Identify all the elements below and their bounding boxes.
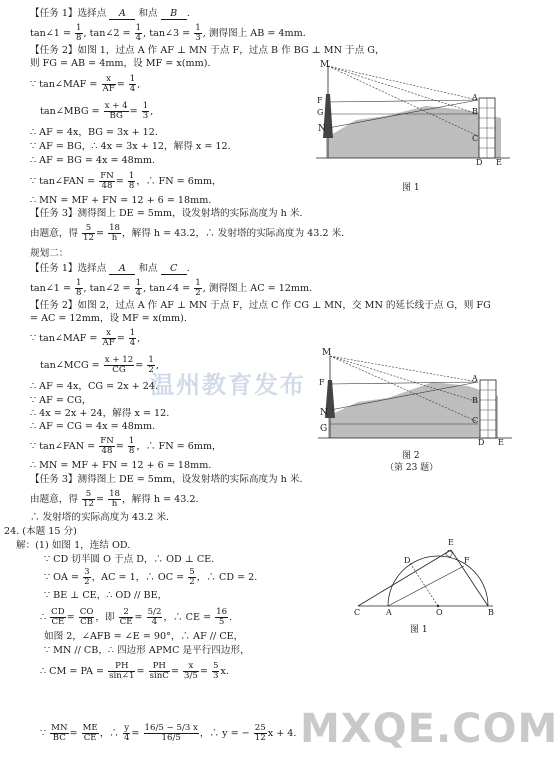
p2-l12: ∴ MN = MF + FN = 12 + 6 = 18mm.	[30, 460, 212, 471]
p1-tan-fan: ∵ tan∠FAN = $\frac{FN}{48}$ = $\frac{1}{8}$ ，∴ FN = 6mm，	[30, 171, 222, 191]
hill-shape-2	[328, 382, 498, 438]
p1-result: 由题意，得 $\frac{5}{12}$ = $\frac{18}{h}$ ，解得 h = 43.2，∴ 发射塔的实际高度为 43.2 米.	[30, 223, 345, 243]
q24-l7: ∵ MN // CB，∴ 四边形 APMC 是平行四边形，	[44, 645, 250, 656]
figure-2-diagram	[318, 352, 512, 444]
figure-1-tower: M F G N A B C D E	[316, 58, 510, 170]
p1-task1: 【任务 1】选择点 A 和点 B .	[30, 8, 190, 19]
q24-l3: ∵ OA = $\frac{3}{2}$ ，AC = 1，∴ OC = $\frac{5}{2}$ ，∴ CD = 2.	[44, 567, 258, 587]
question-23-caption: （第 23 题）	[385, 463, 439, 473]
p2-l7: ∴ AF = 4x，CG = 2x + 24.	[30, 381, 159, 392]
q24-l9: ∵ $\frac{MN}{BC}$ = $\frac{ME}{CE}$ ，∴ $\frac{y}{4}$ = $\frac{16/5 - 5/3 x}{16/5}$ ，∴ y = − $\frac{25}{12}$ x + 4.	[40, 723, 297, 743]
q24-l4: ∵ BE ⊥ CE，∴ OD // BE，	[44, 590, 168, 601]
p2-tan-fan: ∵ tan∠FAN = $\frac{FN}{48}$ = $\frac{1}{8}$ ，∴ FN = 6mm，	[30, 436, 222, 456]
p2-result: 由题意，得 $\frac{5}{12}$ = $\frac{18}{h}$ ，解得 h = 43.2.	[30, 489, 199, 509]
p2-task3: 【任务 3】测得图上 DE = 5mm，设发射塔的实际高度为 h 米.	[30, 474, 303, 485]
watermark-text: 温州教育发布	[150, 371, 306, 399]
p1-l9: ∴ AF = BG = 4x = 48mm.	[30, 155, 156, 166]
figure-3-diagram	[348, 536, 508, 616]
p2-tan-values: tan∠1 = $\frac{1}{8}$ , tan∠2 = $\frac{1}{4}$ , tan∠4 = $\frac{1}{2}$ , 测得图上 AC = 12mm.	[30, 278, 313, 298]
p2-task2-b: = AC = 12mm，设 MF = x(mm).	[30, 313, 187, 324]
watermark-logo: MXQE.COM	[300, 706, 558, 752]
p2-heading: 规划二：	[30, 248, 69, 259]
p1-task3: 【任务 3】测得图上 DE = 5mm，设发射塔的实际高度为 h 米.	[30, 208, 303, 219]
p2-l8: ∵ AF = CG，	[30, 395, 92, 406]
p1-l11: ∴ MN = MF + FN = 12 + 6 = 18mm.	[30, 195, 212, 206]
p1-tan-values: tan∠1 = $\frac{1}{8}$ , tan∠2 = $\frac{1}{4}$ , tan∠3 = $\frac{1}{3}$ , 测得图上 AB = 4mm.	[30, 23, 306, 43]
p1-tan-mbg: tan∠MBG = $\frac{x + 4}{BG}$ = $\frac{1}{3}$ ,	[40, 101, 154, 121]
p2-l15: ∴ 发射塔的实际高度为 43.2 米.	[30, 512, 170, 523]
q24-l6: 如图 2，∠AFB = ∠E = 90°，∴ AF // CE，	[44, 631, 244, 642]
p2-task1: 【任务 1】选择点 A 和点 C .	[30, 263, 190, 274]
p2-l10: ∴ AF = CG = 4x = 48mm.	[30, 421, 156, 432]
semicircle	[388, 556, 488, 606]
q24-l1: 解：(1) 如图 1，连结 OD.	[16, 540, 131, 551]
q24-l8: ∴ CM = PA = $\frac{PH}{\sin\angle 1}$ = $\frac{PH}{\sin C}$ = $\frac{x}{3/5}$ = $\frac{5}{3}$ x.	[40, 661, 229, 681]
p2-task2: 【任务 2】如图 2，过点 A 作 AF ⊥ MN 于点 F，过点 C 作 CG ⊥ MN，交 MN 的延长线于点 G，则 FG	[30, 300, 491, 311]
p1-task2: 【任务 2】如图 1，过点 A 作 AF ⊥ MN 于点 F，过点 B 作 BG ⊥ MN 于点 G，	[30, 45, 385, 56]
p2-l9: ∴ 4x = 2x + 24，解得 x = 12.	[30, 408, 170, 419]
figure-2-caption: 图 2	[402, 451, 420, 461]
figure-3-caption: 图 1	[410, 625, 428, 635]
p2-tan-mcg: tan∠MCG = $\frac{x + 12}{CG}$ = $\frac{1}{2}$ ,	[40, 355, 159, 375]
q24-l2: ∵ CD 切半圆 O 于点 D，∴ OD ⊥ CE.	[44, 554, 215, 565]
p1-tan-maf: ∵ tan∠MAF = $\frac{x}{AF}$ = $\frac{1}{4}$ ,	[30, 74, 141, 94]
q24-heading: 24. (本题 15 分)	[4, 526, 77, 537]
p1-l7: ∴ AF = 4x，BG = 3x + 12.	[30, 127, 158, 138]
figure-3-semicircle: E D F C A O B	[348, 536, 508, 616]
figure-1-caption: 图 1	[402, 183, 420, 193]
figure-1-diagram	[316, 58, 510, 170]
figure-2-tower: M F N G A B C D E	[318, 352, 512, 444]
p1-task2-b: 则 FG = AB = 4mm，设 MF = x(mm).	[30, 58, 211, 69]
p2-tan-maf: ∵ tan∠MAF = $\frac{x}{AF}$ = $\frac{1}{4}$ ,	[30, 328, 141, 348]
q24-l5: ∴ $\frac{CD}{CE}$ = $\frac{CO}{CB}$ ，即 $\frac{2}{CE}$ = $\frac{5/2}{4}$ ，∴ CE = $\frac{16}{5}$ .	[40, 607, 233, 627]
p1-l8: ∵ AF = BG，∴ 4x = 3x + 12，解得 x = 12.	[30, 141, 231, 152]
